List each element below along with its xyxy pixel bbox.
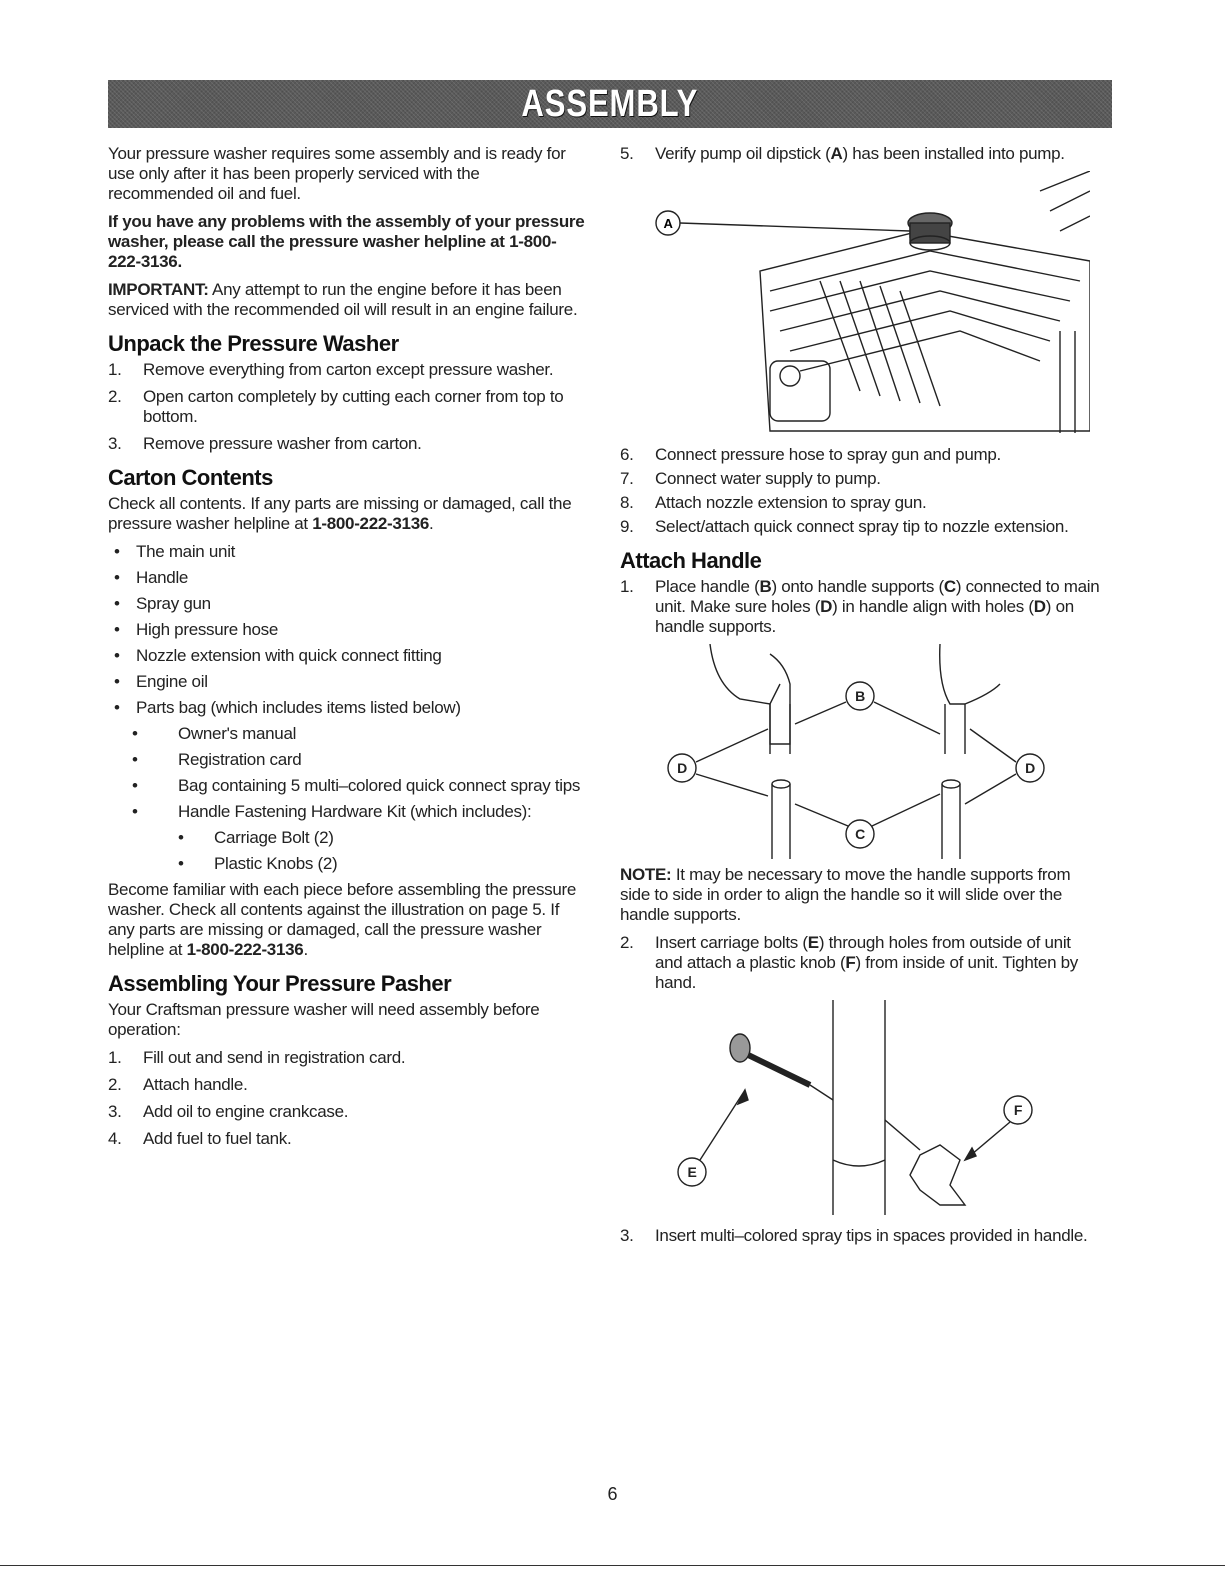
unpack-steps <box>108 360 588 454</box>
step-text: Remove everything from carton except pressure washer. <box>143 360 554 379</box>
step-number: 2. <box>108 1075 122 1094</box>
list-item: • Engine oil <box>108 672 588 692</box>
parts-bag-items <box>108 724 588 822</box>
note-paragraph <box>620 865 1100 925</box>
list-item: • Spray gun <box>108 594 588 614</box>
callout-label-d-right: D <box>1025 760 1035 776</box>
assembling-intro: Your Craftsman pressure washer will need assembly before operation: <box>108 1000 540 1039</box>
list-item <box>108 387 588 427</box>
list-item <box>108 1102 588 1122</box>
note-label: NOTE: <box>620 865 672 884</box>
familiar-end: . <box>303 940 308 959</box>
step-text: Add oil to engine crankcase. <box>143 1102 349 1121</box>
bottom-rule <box>0 1565 1225 1566</box>
list-item: • Bag containing 5 multi–colored quick connect spray tips <box>108 776 588 796</box>
list-item <box>620 517 1100 537</box>
callout-label: C <box>943 577 956 596</box>
helpline-phone: 1-800-222-3136 <box>312 514 430 533</box>
attach-step-2 <box>620 933 1100 993</box>
attach-handle-heading: Attach Handle <box>620 548 762 573</box>
step-number: 4. <box>108 1129 122 1148</box>
list-item <box>108 1048 588 1068</box>
step-text: Open carton completely by cutting each corner from top to bottom. <box>143 387 564 426</box>
helpline-phone: 1-800-222-3136 <box>186 940 304 959</box>
step-text: Verify pump oil dipstick ( <box>655 144 831 163</box>
list-item: • Carriage Bolt (2) <box>108 828 588 848</box>
attach-step-3 <box>620 1226 1100 1246</box>
assembling-heading: Assembling Your Pressure Pasher <box>108 971 452 996</box>
list-item <box>108 434 588 454</box>
list-item: • Owner's manual <box>108 724 588 744</box>
callout-label-f: F <box>1013 1102 1023 1118</box>
assembling-steps <box>108 1048 588 1149</box>
list-item: • Parts bag (which includes items listed below) <box>108 698 588 718</box>
step-number: 3. <box>108 1102 122 1121</box>
callout-label-c: C <box>855 826 865 842</box>
list-item <box>620 493 1100 513</box>
step-text: Add fuel to fuel tank. <box>143 1129 292 1148</box>
callout-label: D <box>1033 597 1046 616</box>
list-item: • Registration card <box>108 750 588 770</box>
step-text: Insert multi–colored spray tips in spaces provided in handle. <box>655 1226 1088 1245</box>
callout-label: F <box>845 953 856 972</box>
attach-step-1 <box>620 577 1100 637</box>
step-text: ) has been installed into pump. <box>842 144 1065 163</box>
step-number: 2. <box>108 387 122 406</box>
callout-label: A <box>830 144 843 163</box>
list-item: • High pressure hose <box>108 620 588 640</box>
carton-intro-text: Check all contents. If any parts are missing or damaged, call the pressure washer helpline at <box>108 494 572 533</box>
intro-paragraph: Your pressure washer requires some assembly and is ready for use only after it has been properly serviced with the recommended oil and fuel. <box>108 144 566 203</box>
step-text: ) on handle supports. <box>655 597 1074 636</box>
step-number: 1. <box>108 1048 122 1067</box>
step-text: Attach nozzle extension to spray gun. <box>655 493 927 512</box>
step-text: Remove pressure washer from carton. <box>143 434 422 453</box>
list-item <box>108 1075 588 1095</box>
list-item: • Handle Fastening Hardware Kit (which includes): <box>108 802 588 822</box>
list-item <box>620 445 1100 465</box>
step-5-list <box>620 144 1100 164</box>
list-item <box>620 469 1100 489</box>
step-number: 6. <box>620 445 634 464</box>
step-number: 1. <box>108 360 122 379</box>
callout-label-d-left: D <box>677 760 687 776</box>
callout-label: D <box>820 597 833 616</box>
step-number: 2. <box>620 933 634 952</box>
step-number: 5. <box>620 144 634 163</box>
handle-alignment-illustration <box>620 644 1090 859</box>
familiar-paragraph <box>108 880 588 960</box>
carton-intro-end: . <box>429 514 434 533</box>
carton-items <box>108 542 588 718</box>
step-text: Select/attach quick connect spray tip to nozzle extension. <box>655 517 1069 536</box>
list-item <box>620 144 1100 164</box>
important-label: IMPORTANT: <box>108 280 209 299</box>
step-text: Place handle ( <box>655 577 760 596</box>
step-number: 3. <box>620 1226 634 1245</box>
list-item: • Handle <box>108 568 588 588</box>
section-banner <box>108 80 1112 128</box>
step-number: 7. <box>620 469 634 488</box>
unpack-heading: Unpack the Pressure Washer <box>108 331 399 356</box>
step-text: ) from inside of unit. Tighten by hand. <box>655 953 1079 992</box>
step-text: Connect pressure hose to spray gun and pump. <box>655 445 1001 464</box>
step-text: Insert carriage bolts ( <box>655 933 808 952</box>
list-item: • Plastic Knobs (2) <box>108 854 588 874</box>
note-text: It may be necessary to move the handle supports from side to side in order to align the handle so it will slide over the handle supports. <box>620 865 1071 924</box>
step-number: 1. <box>620 577 634 596</box>
list-item <box>108 360 588 380</box>
list-item <box>620 577 1100 637</box>
callout-label-b: B <box>855 688 865 704</box>
section-title: ASSEMBLY <box>521 82 699 125</box>
step-text: ) onto handle supports ( <box>771 577 944 596</box>
hardware-items <box>108 828 588 874</box>
step-text: ) in handle align with holes ( <box>832 597 1034 616</box>
carriage-bolt-knob-illustration <box>620 1000 1090 1220</box>
familiar-text: Become familiar with each piece before assembling the pressure washer. Check all contents against the illustration on page 5. If any parts are missing or damaged, call the pressure washer helpline at <box>108 880 577 959</box>
list-item <box>620 933 1100 993</box>
step-number: 8. <box>620 493 634 512</box>
carton-intro <box>108 494 588 534</box>
callout-label: E <box>807 933 819 952</box>
steps-6-9 <box>620 445 1100 537</box>
helpline-note: If you have any problems with the assembly of your pressure washer, please call the pressure washer helpline at 1-800-222-3136. <box>108 212 585 271</box>
step-number: 9. <box>620 517 634 536</box>
page-number: 6 <box>607 1484 618 1504</box>
carton-heading: Carton Contents <box>108 465 273 490</box>
step-number: 3. <box>108 434 122 453</box>
list-item: • Nozzle extension with quick connect fitting <box>108 646 588 666</box>
callout-label: B <box>759 577 772 596</box>
step-text: ) connected to main unit. Make sure holes ( <box>655 577 1100 616</box>
step-text: ) through holes from outside of unit and attach a plastic knob ( <box>655 933 1071 972</box>
step-text: Fill out and send in registration card. <box>143 1048 406 1067</box>
right-column <box>620 144 1100 1253</box>
step-text: Connect water supply to pump. <box>655 469 881 488</box>
callout-label-a: A <box>663 216 673 231</box>
important-paragraph <box>108 280 588 320</box>
pump-dipstick-illustration <box>620 171 1090 441</box>
callout-label-e: E <box>687 1164 697 1180</box>
list-item <box>620 1226 1100 1246</box>
important-text: Any attempt to run the engine before it has been serviced with the recommended oil will result in an engine failure. <box>108 280 578 319</box>
list-item: • The main unit <box>108 542 588 562</box>
step-text: Attach handle. <box>143 1075 248 1094</box>
list-item <box>108 1129 588 1149</box>
left-column <box>108 144 588 1156</box>
